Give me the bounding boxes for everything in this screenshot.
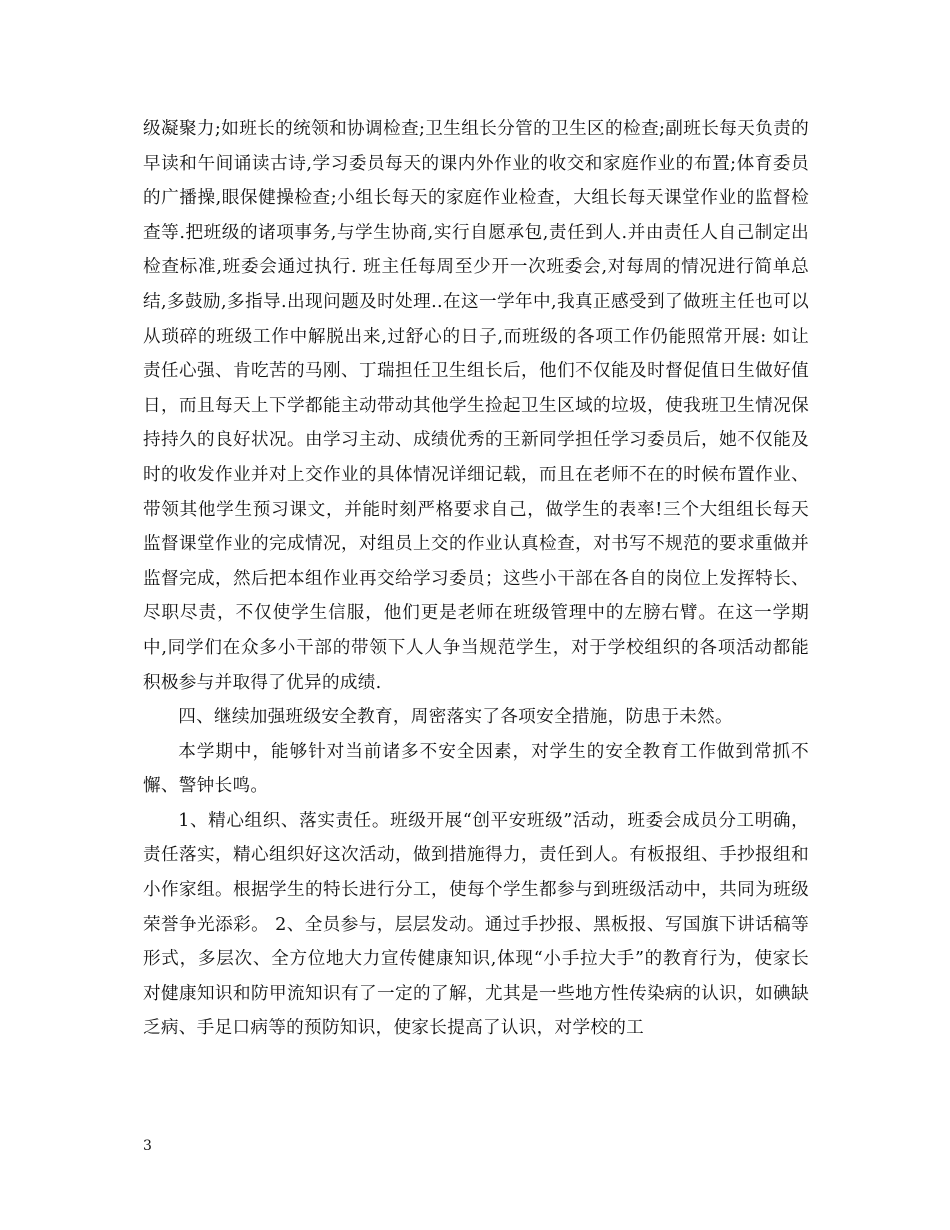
paragraph-safety-measures: 1、精心组织、落实责任。班级开展“创平安班级”活动，班委会成员分工明确，责任落实，精心组织好这次活动，做到措施得力，责任到人。有板报组、手抄报组和小作家组。根据学生的特长进行分工，使每个学生都参与到班级活动中，共同为班级荣誉争光添彩。 2、全员参与，层层发动。通过手抄报、黑板报、写国旗下讲话稿等形式，多层次、全方位地大力宣传健康知识,体现“小手拉大手”的教育行为，使家长对健康知识和防甲流知识有了一定的了解，尤其是一些地方性传染病的认识，如碘缺乏病、手足口病等的预防知识，使家长提高了认识，对学校的工 <box>143 810 809 1039</box>
paragraph-safety-heading: 四、继续加强班级安全教育，周密落实了各项安全措施，防患于未然。 <box>178 707 733 728</box>
paragraph-class-management: 级凝聚力;如班长的统领和协调检查;卫生组长分管的卫生区的检查;副班长每天负责的早读和午间诵读古诗,学习委员每天的课内外作业的收交和家庭作业的布置;体育委员的广播操,眼保健操检查;小组长每天的家庭作业检查，大组长每天课堂作业的监督检查等.把班级的诸项事务,与学生协商,实行自愿承包,责任到人.并由责任人自己制定出检查标准,班委会通过执行. 班主任每周至少开一次班委会,对每周的情况进行简单总结,多鼓励,多指导.出现问题及时处理..在这一学年中,我真正感受到了做班主任也可以从琐碎的班级工作中解脱出来,过舒心的日子,而班级的各项工作仍能照常开展: 如让责任心强、肯吃苦的马刚、丁瑞担任卫生组长后，他们不仅能及时督促值日生做好值日，而且每天上下学都能主动带动其他学生捡起卫生区域的垃圾，使我班卫生情况保持持久的良好状况。由学习主动、成绩优秀的王新同学担任学习委员后，她不仅能及时的收发作业并对上交作业的具体情况详细记载，而且在老师不在的时候布置作业、带领其他学生预习课文，并能时刻严格要求自己，做学生的表率!三个大组组长每天监督课堂作业的完成情况，对组员上交的作业认真检查，对书写不规范的要求重做并监督完成，然后把本组作业再交给学习委员；这些小干部在各自的岗位上发挥特长、尽职尽责，不仅使学生信服，他们更是老师在班级管理中的左膀右臂。在这一学期中,同学们在众多小干部的带领下人人争当规范学生，对于学校组织的各项活动都能积极参与并取得了优异的成绩. <box>143 119 809 693</box>
page-number: 3 <box>143 1138 152 1154</box>
paragraph-safety-intro: 本学期中，能够针对当前诸多不安全因素，对学生的安全教育工作做到常抓不懈、警钟长鸣。 <box>143 741 809 797</box>
body-text <box>143 112 809 1046</box>
